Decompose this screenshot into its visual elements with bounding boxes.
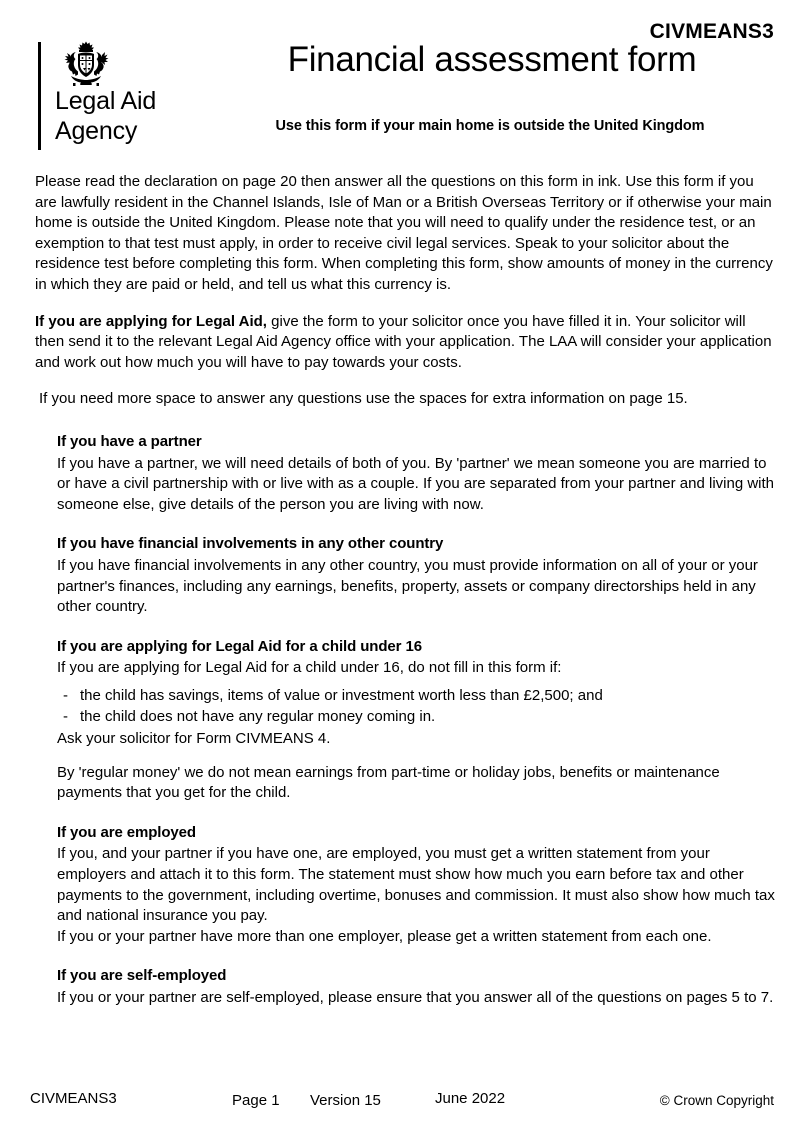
footer-form-code: CIVMEANS3 (30, 1090, 117, 1107)
page-header (38, 40, 774, 155)
section-child-under-16-intro: If you are applying for Legal Aid for a child under 16, do not fill in this form if: (57, 659, 562, 677)
intro-paragraph-2-rest: give the form to your solicitor once you have filled it in. Your solicitor will then send it to the relevant Legal Aid Agency office with your application. The LAA will consider your application and work out how much you will have to pay towards your costs. (35, 312, 772, 371)
section-employed-heading: If you are employed (57, 823, 196, 841)
intro-paragraph-2 (35, 312, 775, 374)
form-code-header: CIVMEANS3 (649, 20, 774, 43)
list-bullet-marker: - (63, 708, 68, 726)
list-item (63, 686, 775, 707)
page-footer (0, 1090, 800, 1120)
section-other-country-heading: If you have financial involvements in any other country (57, 535, 444, 553)
logo-vertical-rule (38, 42, 41, 150)
logo-wordmark-line1: Legal Aid (55, 87, 157, 115)
section-employed (35, 823, 775, 948)
section-partner-body: If you have a partner, we will need details of both of you. By 'partner' we mean someone you are married to or have a civil partnership with or live with as a couple. If you are separated from your partner and living with someone else, give details of the person you are living with now. (57, 454, 775, 513)
page-title: Financial assessment form (287, 40, 697, 79)
list-item-text: the child does not have any regular money coming in. (80, 708, 436, 726)
child-exclusion-list (57, 686, 775, 728)
logo-wordmark (55, 86, 156, 146)
page-subtitle: Use this form if your main home is outside the United Kingdom (275, 118, 705, 134)
document-body (35, 172, 775, 1028)
section-partner-heading: If you have a partner (57, 432, 202, 450)
list-item-text: the child has savings, items of value or investment worth less than £2,500; and (80, 686, 603, 704)
section-employed-body-1: If you, and your partner if you have one, are employed, you must get a written statement from your employers and attach it to this form. The statement must show how much you earn before tax and other payments to the government, including overtime, bonuses and commission. It must also show how much tax and national insurance you pay. (57, 845, 775, 925)
list-bullet-marker: - (63, 686, 68, 704)
legal-aid-agency-logo (38, 40, 188, 152)
royal-coat-of-arms-icon (58, 40, 114, 86)
section-partner (35, 432, 775, 515)
intro-paragraph-2-lead: If you are applying for Legal Aid, (35, 312, 267, 330)
section-other-country-body: If you have financial involvements in any other country, you must provide information on all of your or your partner's finances, including any earnings, benefits, property, assets or company directorships held in any other country. (57, 556, 758, 616)
extra-space-note: If you need more space to answer any questions use the spaces for extra information on page 15. (39, 390, 688, 408)
list-item (63, 707, 775, 728)
footer-page-number: Page 1 (232, 1092, 280, 1109)
section-other-country (35, 534, 775, 617)
footer-date: June 2022 (435, 1090, 506, 1107)
footer-copyright: © Crown Copyright (659, 1093, 774, 1108)
section-self-employed (35, 966, 775, 1008)
title-block (206, 40, 774, 134)
section-child-under-16 (35, 637, 775, 804)
intro-paragraph-1: Please read the declaration on page 20 then answer all the questions on this form in ink. Use this form if you are lawfully resident in the Channel Islands, Isle of Man or a British Overseas Territory or if otherwise your main home is outside the United Kingdom. Please note that you will need to qualify under the residence test, or an exemption to that test must apply, in order to receive civil legal services. Speak to your solicitor about the residence test before completing this form. When completing this form, show amounts of money in the currency in which they are paid or held, and tell us what this currency is. (35, 173, 773, 293)
section-self-employed-body: If you or your partner are self-employed, please ensure that you answer all of the questions on pages 5 to 7. (57, 989, 774, 1006)
section-child-under-16-after-list: Ask your solicitor for Form CIVMEANS 4. (57, 730, 331, 748)
footer-version: Version 15 (310, 1092, 381, 1109)
section-self-employed-heading: If you are self-employed (57, 967, 227, 985)
section-child-under-16-heading: If you are applying for Legal Aid for a child under 16 (57, 637, 422, 655)
section-child-under-16-footnote: By 'regular money' we do not mean earnings from part-time or holiday jobs, benefits or maintenance payments that you get for the child. (57, 763, 720, 802)
logo-wordmark-line2: Agency (55, 117, 138, 145)
section-employed-body-2: If you or your partner have more than one employer, please get a written statement from each one. (57, 927, 712, 945)
